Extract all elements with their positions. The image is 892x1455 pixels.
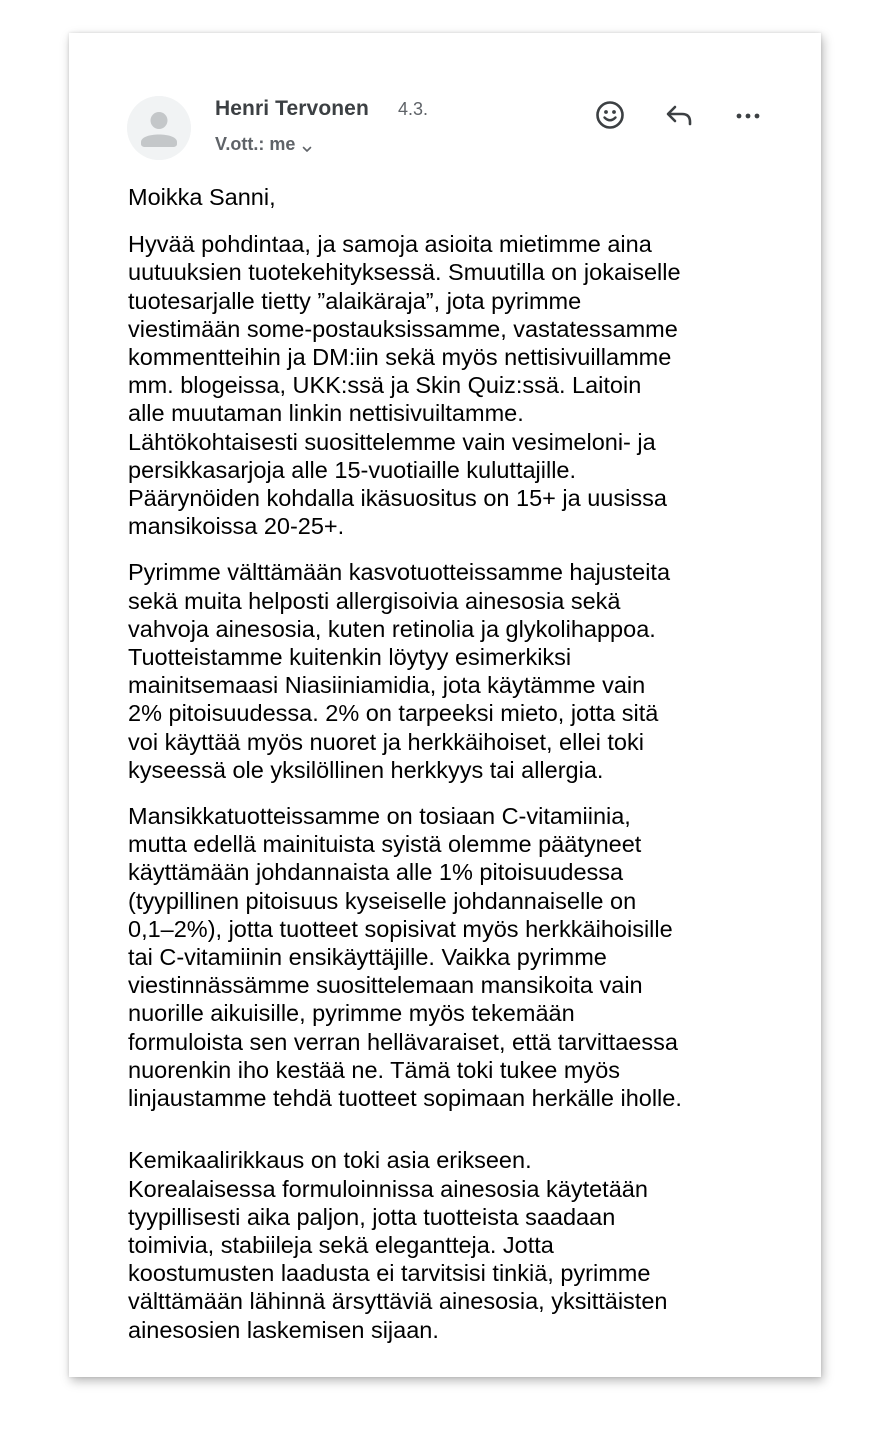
recipient-label: V.ott.: me — [215, 134, 296, 154]
message-body — [128, 183, 778, 1344]
message-paragraph: Hyvää pohdintaa, ja samoja asioita mietimme aina uutuuksien tuotekehityksessä. Smuutilla on jokaiselle tuotesarjalle tietty ”alaikäraja”, jota pyrimme viestimään some-postauksissamme, vastatessamme kommentteihin ja DM:iin sekä myös nettisivuillamme mm. blogeissa, UKK:ssä ja Skin Quiz:ssä. Laitoin alle muutaman linkin nettisivuiltamme. Lähtökohtaisesti suosittelemme vain vesimeloni- ja persikkasarjoja alle 15-vuotiaille kuluttajille. Päärynöiden kohdalla ikäsuositus on 15+ ja uusissa mansikoissa 20-25+. — [128, 231, 681, 540]
message-paragraph: Mansikkatuotteissamme on tosiaan C-vitamiinia, mutta edellä mainituista syistä olemme päätyneet käyttämään johdannaista alle 1% pitoisuudessa (tyypillinen pitoisuus kyseiselle johdannaiselle on 0,1–2%), jotta tuotteet sopisivat myös herkkäihoisille tai C-vitamiinin ensikäyttäjille. Vaikka pyrimme viestinnässämme suosittelemaan mansikoita vain nuorille aikuisille, pyrimme myös tekemään formuloista sen verran hellävaraiset, että tarvittaessa nuorenkin iho kestää ne. Tämä toki tukee myös linjaustamme tehdä tuotteet sopimaan herkälle iholle. — [128, 803, 682, 1112]
chevron-down-icon — [301, 139, 313, 151]
emoji-reaction-icon — [594, 99, 626, 131]
add-reaction-button[interactable] — [592, 97, 628, 133]
reply-button[interactable] — [661, 97, 697, 133]
message-date: 4.3. — [398, 99, 429, 119]
sender-avatar[interactable] — [127, 96, 191, 160]
more-options-button[interactable] — [730, 97, 766, 133]
reply-arrow-icon — [663, 99, 695, 131]
message-paragraph: Pyrimme välttämään kasvotuotteissamme hajusteita sekä muita helposti allergisoivia ainesosia sekä vahvoja ainesosia, kuten retinolia ja glykolihappoa. Tuotteistamme kuitenkin löytyy esimerkiksi mainitsemaasi Niasiiniamidia, jota käytämme vain 2% pitoisuudessa. 2% on tarpeeksi mieto, jotta sitä voi käyttää myös nuoret ja herkkäihoiset, ellei toki kyseessä ole yksilöllinen herkkyys tai allergia. — [128, 559, 671, 783]
more-options-icon — [732, 99, 764, 131]
email-message-card — [69, 33, 821, 1377]
person-avatar-icon — [127, 96, 191, 160]
recipient-details-toggle[interactable] — [215, 134, 313, 155]
sender-name[interactable]: Henri Tervonen — [215, 97, 369, 120]
message-paragraph: Kemikaalirikkaus on toki asia erikseen. Korealaisessa formuloinnissa ainesosia käytetään tyypillisesti aika paljon, jotta tuotteista saadaan toimivia, stabiileja sekä elegantteja. Jotta koostumusten laadusta ei tarvitsisi tinkiä, pyrimme välttämään lähinnä ärsyttäviä ainesosia, yksittäisten ainesosien laskemisen sijaan. — [128, 1147, 668, 1343]
message-greeting: Moikka Sanni, — [128, 184, 276, 210]
